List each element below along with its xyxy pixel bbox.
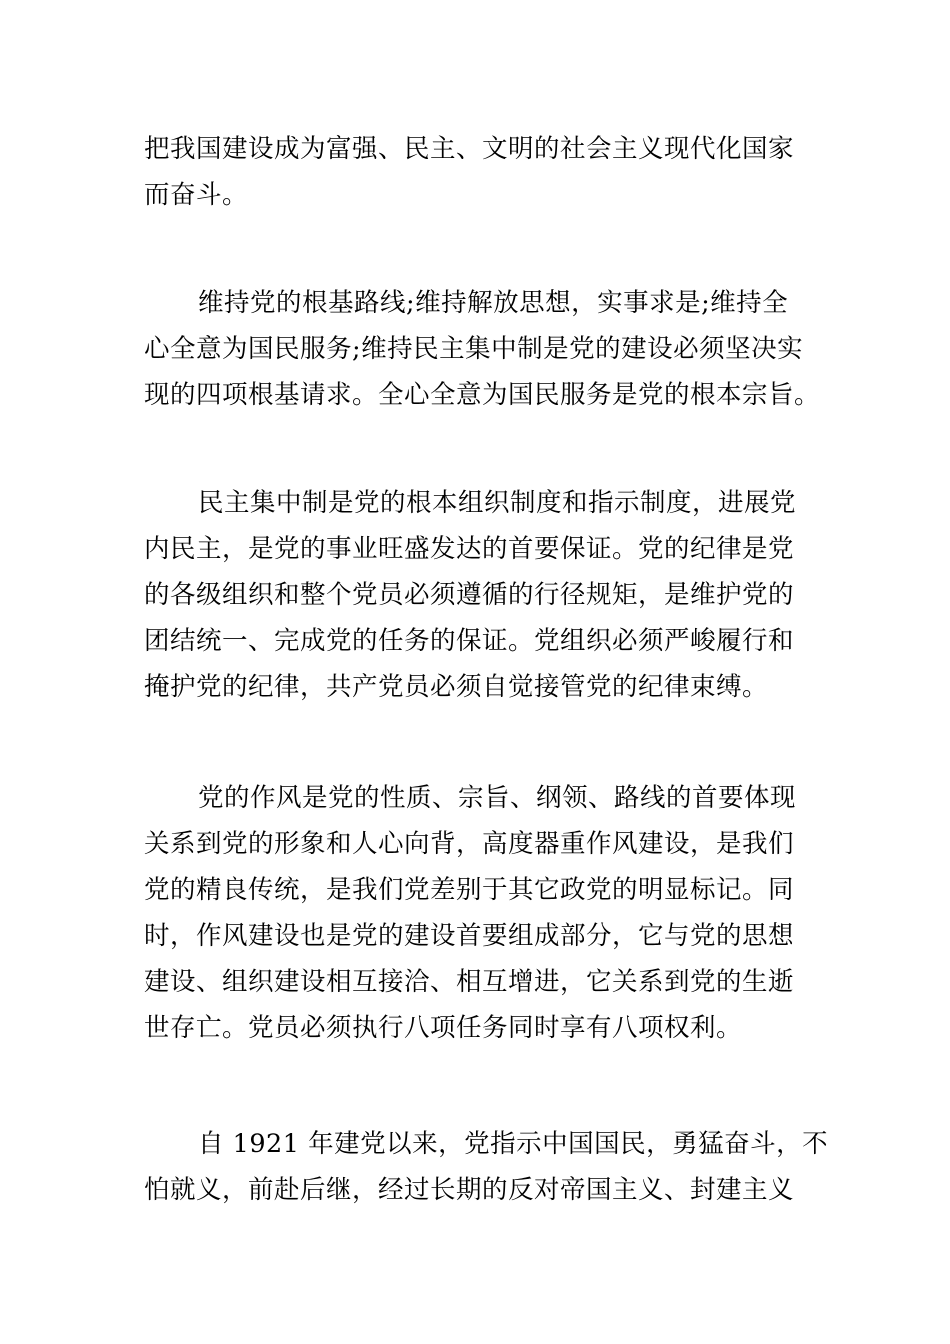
text-line: 党的精良传统，是我们党差别于其它政党的明显标记。同 (144, 875, 795, 905)
paragraph (144, 280, 821, 418)
text-line: 把我国建设成为富强、民主、文明的社会主义现代化国家 (144, 134, 795, 164)
text-line: 世存亡。党员必须执行八项任务同时享有八项权利。 (144, 1013, 743, 1043)
text-line: 民主集中制是党的根本组织制度和指示制度，进展党 (198, 488, 797, 518)
text-line: 的各级组织和整个党员必须遵循的行径规矩，是维护党的 (144, 580, 795, 610)
text-line: 关系到党的形象和人心向背，高度器重作风建设，是我们 (144, 829, 795, 859)
text-line: 掩护党的纪律，共产党员必须自觉接管党的纪律束缚。 (144, 672, 769, 702)
text-line: 心全意为国民服务;维持民主集中制是党的建设必须坚决实 (144, 334, 804, 364)
paragraph (144, 126, 809, 218)
text-line: 怕就义，前赴后继，经过长期的反对帝国主义、封建主义 (144, 1175, 795, 1205)
text-line: 时，作风建设也是党的建设首要组成部分，它与党的思想 (144, 921, 795, 951)
paragraph (144, 480, 809, 710)
text-line: 建设、组织建设相互接洽、相互增进，它关系到党的生逝 (144, 967, 795, 997)
paragraph (144, 775, 809, 1051)
text-line: 现的四项根基请求。全心全意为国民服务是党的根本宗旨。 (144, 380, 821, 410)
text-line: 自 1921 年建党以来，党指示中国国民，勇猛奋斗，不 (198, 1129, 829, 1159)
text-line: 内民主，是党的事业旺盛发达的首要保证。党的纪律是党 (144, 534, 795, 564)
text-line: 维持党的根基路线;维持解放思想，实事求是;维持全 (198, 288, 789, 318)
text-line: 党的作风是党的性质、宗旨、纲领、路线的首要体现 (198, 783, 797, 813)
text-line: 而奋斗。 (144, 180, 249, 210)
text-line: 团结统一、完成党的任务的保证。党组织必须严峻履行和 (144, 626, 795, 656)
paragraph (144, 1121, 829, 1213)
